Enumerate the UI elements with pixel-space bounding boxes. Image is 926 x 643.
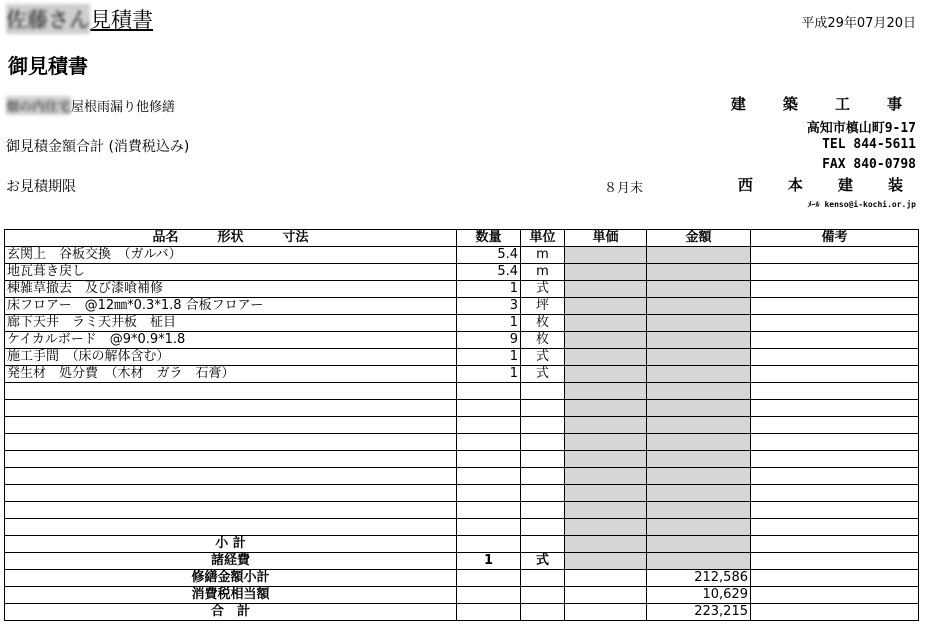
subtitle: 御見積書 [8,54,88,78]
row-note [751,281,919,298]
misc-qty: 1 [457,553,521,570]
row-item: 棟雑草撤去 及び漆喰補修 [5,281,457,298]
row-note [751,349,919,366]
row-note [751,332,919,349]
header-item: 品名 形状 寸法 [5,230,457,247]
row-item: 施工手間 （床の解体含む） [5,349,457,366]
masked-cell [647,485,751,502]
header-price: 単価 [565,230,647,247]
masked-cell [565,332,647,349]
masked-cell [647,434,751,451]
row-qty: 5.4 [457,264,521,281]
masked-cell [647,315,751,332]
masked-cell [647,383,751,400]
row-note [751,417,919,434]
row-note [751,434,919,451]
row-item: 玄関上 谷板交換 （ガルバ） [5,247,457,264]
masked-cell [565,502,647,519]
masked-cell [647,264,751,281]
row-qty [457,400,521,417]
row-qty [457,383,521,400]
company-fax: FAX 840-0798 [822,157,916,172]
masked-cell [565,264,647,281]
row-unit [521,519,565,536]
row-qty: 9 [457,332,521,349]
issue-date: 平成29年07月20日 [801,16,916,31]
row-item: 廊下天井 ラミ天井板 柾目 [5,315,457,332]
table-row [5,315,919,332]
row-qty [457,434,521,451]
title-text: 見積書 [90,8,153,32]
masked-cell [565,366,647,383]
row-note [751,519,919,536]
row-item [5,485,457,502]
table-row [5,281,919,298]
masked-cell [647,332,751,349]
header-qty: 数量 [457,230,521,247]
misc-unit: 式 [521,553,565,570]
table-row [5,298,919,315]
grand-total-label: 合 計 [5,604,457,621]
row-qty [457,502,521,519]
row-qty [457,519,521,536]
masked-cell [565,468,647,485]
row-item [5,434,457,451]
total-label: 御見積金額合計 (消費税込み) [6,139,190,155]
masked-cell [565,281,647,298]
row-qty: 1 [457,366,521,383]
masked-cell [647,400,751,417]
row-item [5,502,457,519]
subtotal-label: 小 計 [5,536,457,553]
table-row [5,349,919,366]
row-note [751,468,919,485]
table-row [5,417,919,434]
row-qty: 1 [457,349,521,366]
table-header-row [5,230,919,247]
row-unit: 式 [521,366,565,383]
repair-subtotal-value: 212,586 [647,570,751,587]
repair-subtotal-label: 修繕金額小計 [5,570,457,587]
row-item [5,400,457,417]
total-row [5,604,919,621]
header-note: 備考 [751,230,919,247]
masked-cell [647,468,751,485]
table-row [5,502,919,519]
row-unit [521,417,565,434]
company-person: 西 本 建 装 [737,176,916,194]
company-name: 建 築 工 事 [730,95,916,113]
masked-cell [565,451,647,468]
row-unit: m [521,247,565,264]
masked-cell [647,519,751,536]
row-qty: 1 [457,315,521,332]
row-qty [457,451,521,468]
company-address: 高知市槙山町9-17 [806,121,916,136]
row-unit [521,434,565,451]
row-note [751,315,919,332]
masked-recipient: 佐藤さん [6,4,90,34]
row-unit: 枚 [521,332,565,349]
masked-cell [565,247,647,264]
subject-text: 屋根雨漏り他修繕 [71,100,176,115]
row-note [751,451,919,468]
company-tel: TEL 844-5611 [822,137,916,152]
table-row [5,332,919,349]
estimate-table [4,229,919,621]
deadline-value: ８月末 [604,181,644,196]
table-row [5,519,919,536]
masked-cell [647,281,751,298]
row-item [5,468,457,485]
masked-cell [647,298,751,315]
row-item: 床フロアー @12㎜*0.3*1.8 合板フロアー [5,298,457,315]
masked-cell [565,417,647,434]
row-unit: 坪 [521,298,565,315]
row-note [751,264,919,281]
masked-cell [647,417,751,434]
masked-subject: 畑の内住宅 [6,96,71,115]
deadline-label: お見積期限 [6,179,76,195]
masked-cell [565,383,647,400]
masked-cell [647,451,751,468]
row-item [5,383,457,400]
row-unit: 枚 [521,315,565,332]
row-qty: 3 [457,298,521,315]
row-item: 地瓦葺き戻し [5,264,457,281]
subject-line [6,96,175,115]
tax-label: 消費税相当額 [5,587,457,604]
row-note [751,247,919,264]
row-qty: 1 [457,281,521,298]
row-item [5,417,457,434]
table-row [5,366,919,383]
masked-cell [647,349,751,366]
row-unit: 式 [521,281,565,298]
row-unit [521,400,565,417]
row-qty [457,485,521,502]
table-row [5,247,919,264]
masked-cell [565,298,647,315]
row-note [751,383,919,400]
masked-cell [565,536,647,553]
misc-label: 諸経費 [5,553,457,570]
masked-cell [565,553,647,570]
table-row [5,400,919,417]
table-row [5,434,919,451]
company-email: ﾒｰﾙ kenso@i-kochi.or.jp [807,200,916,209]
masked-cell [565,349,647,366]
row-unit [521,468,565,485]
document-title [6,4,153,34]
table-row [5,468,919,485]
masked-cell [565,485,647,502]
row-unit: 式 [521,349,565,366]
subtotal-row [5,536,919,553]
row-note [751,485,919,502]
repair-subtotal-row [5,570,919,587]
row-item: ケイカルボード @9*0.9*1.8 [5,332,457,349]
tax-value: 10,629 [647,587,751,604]
table-row [5,485,919,502]
row-item [5,451,457,468]
row-qty [457,417,521,434]
masked-cell [565,434,647,451]
masked-cell [647,502,751,519]
row-qty: 5.4 [457,247,521,264]
row-unit [521,485,565,502]
header-unit: 単位 [521,230,565,247]
row-note [751,400,919,417]
row-qty [457,468,521,485]
row-unit [521,451,565,468]
row-note [751,366,919,383]
masked-cell [565,400,647,417]
masked-cell [647,366,751,383]
masked-cell [565,315,647,332]
row-item: 発生材 処分費 （木材 ガラ 石膏） [5,366,457,383]
misc-row [5,553,919,570]
masked-cell [565,519,647,536]
row-note [751,298,919,315]
row-unit: m [521,264,565,281]
grand-total-value: 223,215 [647,604,751,621]
table-row [5,264,919,281]
masked-cell [647,247,751,264]
tax-row [5,587,919,604]
masked-cell [647,536,751,553]
header-amount: 金額 [647,230,751,247]
row-note [751,502,919,519]
table-row [5,451,919,468]
row-unit [521,383,565,400]
row-unit [521,502,565,519]
table-row [5,383,919,400]
row-item [5,519,457,536]
masked-cell [647,553,751,570]
